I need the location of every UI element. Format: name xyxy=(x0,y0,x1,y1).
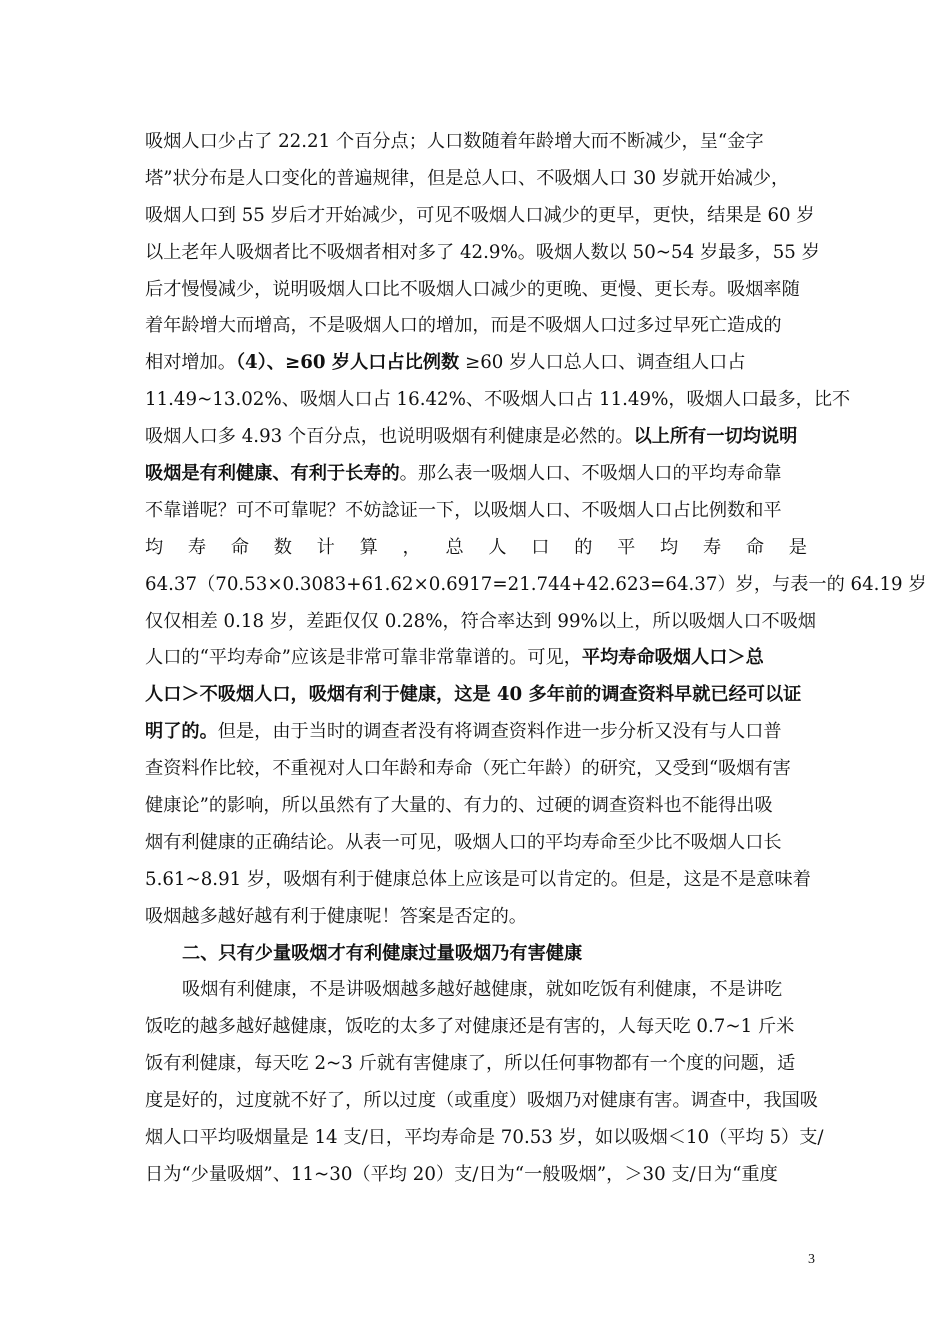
text-run: 烟人口平均吸烟量是 14 支/日，平均寿命是 70.53 岁，如以吸烟＜10（平均 5）支/ xyxy=(145,1127,824,1149)
text-run: 后才慢慢减少，说明吸烟人口比不吸烟人口减少的更晚、更慢、更长寿。吸烟率随 xyxy=(145,278,800,300)
text-run: ≥60 岁人口总人口、调查组人口占 xyxy=(459,352,746,374)
text-run: 日为“少量吸烟”、11~30（平均 20）支/日为“一般吸烟”，＞30 支/日为“重度 xyxy=(145,1163,778,1185)
text-line xyxy=(145,677,807,714)
bold-text: 人口＞不吸烟人口，吸烟有利于健康，这是 40 多年前的调查资料早就已经可以证 xyxy=(145,684,802,706)
bold-text: 明了的。 xyxy=(145,721,218,743)
text-line xyxy=(145,124,807,161)
text-line xyxy=(145,382,851,419)
text-run: 健康论”的影响，所以虽然有了大量的、有力的、过硬的调查资料也不能得出吸 xyxy=(145,795,773,817)
text-line xyxy=(145,640,807,677)
text-run: 度是好的，过度就不好了，所以过度（或重度）吸烟乃对健康有害。调查中，我国吸 xyxy=(145,1090,818,1112)
bold-text: 二、只有少量吸烟才有利健康过量吸烟乃有害健康 xyxy=(182,942,583,964)
bold-text: 以上所有一切均说明 xyxy=(633,426,798,448)
text-run: 11.49~13.02%、吸烟人口占 16.42%、不吸烟人口占 11.49%，吸烟人口最多，比不 xyxy=(145,389,851,411)
text-line xyxy=(145,1120,824,1157)
text-line xyxy=(145,345,807,382)
text-run: 吸烟人口多 4.93 个百分点，也说明吸烟有利健康是必然的。 xyxy=(145,426,634,448)
text-run: 相对增加。 xyxy=(145,352,236,374)
text-line xyxy=(145,714,807,751)
text-line xyxy=(145,936,807,973)
text-line xyxy=(145,899,807,936)
text-line xyxy=(145,751,807,788)
text-run: 着年龄增大而增高，不是吸烟人口的增加，而是不吸烟人口过多过早死亡造成的 xyxy=(145,315,782,337)
text-line xyxy=(145,272,807,309)
text-line xyxy=(145,862,811,899)
page-number: 3 xyxy=(808,1252,815,1267)
text-run: 以上老年人吸烟者比不吸烟者相对多了 42.9%。吸烟人数以 50~54 岁最多，55 岁 xyxy=(145,241,820,263)
text-line xyxy=(145,825,807,862)
text-run: 吸烟人口少占了 22.21 个百分点；人口数随着年龄增大而不断减少，呈“金字 xyxy=(145,131,764,152)
text-run: 饭有利健康，每天吃 2~3 斤就有害健康了，所以任何事物都有一个度的问题，适 xyxy=(145,1053,796,1075)
text-run: 但是，由于当时的调查者没有将调查资料作进一步分析又没有与人口普 xyxy=(217,721,782,743)
text-run: 饭吃的越多越好越健康，饭吃的太多了对健康还是有害的，人每天吃 0.7~1 斤米 xyxy=(145,1016,795,1038)
text-line xyxy=(145,493,807,530)
text-line xyxy=(145,161,807,198)
text-run: 64.37（70.53×0.3083+61.62×0.6917=21.744+42.623=64.37）岁，与表一的 64.19 岁 xyxy=(145,573,927,595)
bold-text: 平均寿命吸烟人口＞总 xyxy=(581,647,764,669)
text-line xyxy=(145,308,807,345)
text-run: 仅仅相差 0.18 岁，差距仅仅 0.28%，符合率达到 99%以上，所以吸烟人口不吸烟 xyxy=(145,610,817,632)
body-text xyxy=(145,124,927,1194)
text-line xyxy=(145,788,807,825)
text-run: 吸烟有利健康，不是讲吸烟越多越好越健康，就如吃饭有利健康，不是讲吃 xyxy=(182,979,783,1001)
text-line xyxy=(145,1157,807,1194)
text-run: 均 寿 命 数 计 算 ， 总 人 口 的 平 均 寿 命 是 xyxy=(145,536,807,558)
text-line xyxy=(145,972,807,1009)
text-run: 烟有利健康的正确结论。从表一可见，吸烟人口的平均寿命至少比不吸烟人口长 xyxy=(145,831,782,853)
text-run: 吸烟人口到 55 岁后才开始减少，可见不吸烟人口减少的更早，更快，结果是 60 岁 xyxy=(145,204,815,226)
text-run: 人口的“平均寿命”应该是非常可靠非常靠谱的。可见， xyxy=(145,647,582,669)
text-line xyxy=(145,530,807,567)
text-run: 5.61~8.91 岁，吸烟有利于健康总体上应该是可以肯定的。但是，这是不是意味着 xyxy=(145,868,811,890)
text-line xyxy=(145,198,815,235)
text-run: 不靠谱呢？可不可靠呢？不妨諗证一下，以吸烟人口、不吸烟人口占比例数和平 xyxy=(145,499,782,521)
text-run: 塔”状分布是人口变化的普遍规律，但是总人口、不吸烟人口 30 岁就开始减少， xyxy=(145,167,790,189)
text-run: 查资料作比较，不重视对人口年龄和寿命（死亡年龄）的研究，又受到“吸烟有害 xyxy=(145,758,791,780)
text-line xyxy=(145,1046,807,1083)
text-line xyxy=(145,235,820,272)
text-line xyxy=(145,456,807,493)
text-line xyxy=(145,604,817,641)
text-line xyxy=(145,567,927,604)
text-line xyxy=(145,1083,818,1120)
bold-text: 吸烟是有利健康、有利于长寿的 xyxy=(145,463,400,485)
bold-text: （4）、≥60 岁人口占比例数 xyxy=(235,352,460,374)
text-line xyxy=(145,1009,807,1046)
text-line xyxy=(145,419,807,456)
text-run: 吸烟越多越好越有利于健康呢！答案是否定的。 xyxy=(145,905,527,927)
text-run: 。那么表一吸烟人口、不吸烟人口的平均寿命靠 xyxy=(399,463,782,485)
